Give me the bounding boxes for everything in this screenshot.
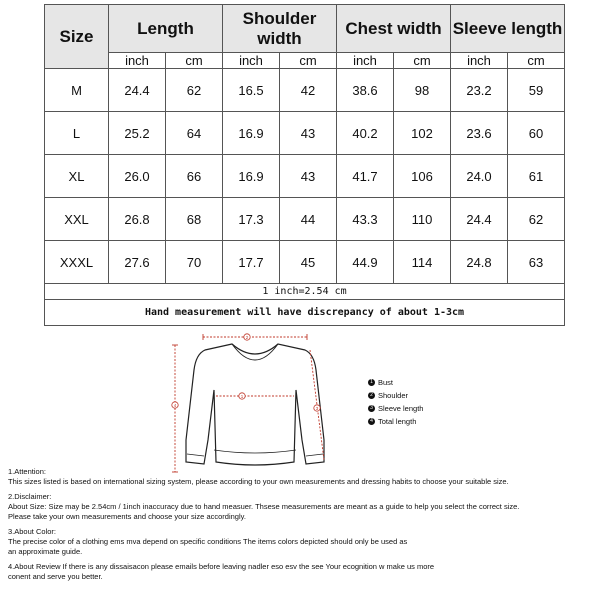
- table-row: [45, 241, 565, 284]
- value-cell: 61: [508, 155, 565, 198]
- value-cell: 26.0: [109, 155, 166, 198]
- note-disclaimer: [8, 492, 596, 522]
- header-shoulder-width: Shoulder width: [223, 5, 337, 53]
- note-line: About Size: Size may be 2.54cm / 1inch inaccuracy due to hand measuer. Thsese measurements are meant as a guide to help you select the correct size.: [8, 502, 520, 511]
- legend-item-total-length: [368, 415, 423, 428]
- value-cell: 44.9: [337, 241, 394, 284]
- note-line: The precise color of a clothing ems mva depend on specific conditions The items colors depicted should only be used as: [8, 537, 408, 546]
- svg-text:1: 1: [240, 394, 244, 399]
- size-cell: XXL: [45, 198, 109, 241]
- value-cell: 106: [394, 155, 451, 198]
- unit-inch: inch: [451, 53, 508, 69]
- value-cell: 44: [280, 198, 337, 241]
- number-3-icon: 3: [368, 405, 375, 412]
- marker-2: [244, 334, 250, 340]
- note-title: 3.About Color:: [8, 527, 56, 536]
- value-cell: 24.4: [109, 69, 166, 112]
- value-cell: 98: [394, 69, 451, 112]
- sweater-measurement-diagram: [170, 330, 340, 480]
- unit-cm: cm: [394, 53, 451, 69]
- header-length: Length: [109, 5, 223, 53]
- size-cell: XXXL: [45, 241, 109, 284]
- value-cell: 23.2: [451, 69, 508, 112]
- unit-inch: inch: [109, 53, 166, 69]
- measurement-legend: [368, 376, 423, 428]
- value-cell: 17.3: [223, 198, 280, 241]
- value-cell: 68: [166, 198, 223, 241]
- value-cell: 70: [166, 241, 223, 284]
- svg-text:4: 4: [173, 403, 177, 408]
- legend-label: Shoulder: [378, 391, 409, 400]
- size-chart-table: [44, 4, 565, 326]
- value-cell: 114: [394, 241, 451, 284]
- value-cell: 60: [508, 112, 565, 155]
- value-cell: 16.9: [223, 112, 280, 155]
- value-cell: 62: [166, 69, 223, 112]
- unit-cm: cm: [508, 53, 565, 69]
- size-cell: XL: [45, 155, 109, 198]
- unit-inch: inch: [337, 53, 394, 69]
- measurement-note: Hand measurement will have discrepancy of about 1-3cm: [45, 300, 565, 326]
- header-sleeve-length: Sleeve length: [451, 5, 565, 53]
- note-title: 1.Attention:: [8, 467, 46, 476]
- sweater-outline: [186, 344, 324, 465]
- marker-3: [314, 405, 320, 411]
- svg-text:2: 2: [245, 335, 249, 340]
- unit-cm: cm: [280, 53, 337, 69]
- table-row: [45, 69, 565, 112]
- value-cell: 24.4: [451, 198, 508, 241]
- note-line: conent and serve you better.: [8, 572, 103, 581]
- value-cell: 102: [394, 112, 451, 155]
- value-cell: 23.6: [451, 112, 508, 155]
- value-cell: 45: [280, 241, 337, 284]
- legend-label: Sleeve length: [378, 404, 424, 413]
- note-title: 4.About Review If there is any dissaisacon please emails before leaving nadler eso esv the see Your ecognition w make us more: [8, 562, 435, 571]
- note-color: [8, 527, 596, 557]
- marker-1: [239, 393, 245, 399]
- conversion-note: 1 inch=2.54 cm: [45, 284, 565, 300]
- unit-cm: cm: [166, 53, 223, 69]
- value-cell: 40.2: [337, 112, 394, 155]
- value-cell: 41.7: [337, 155, 394, 198]
- svg-text:3: 3: [315, 406, 319, 411]
- value-cell: 110: [394, 198, 451, 241]
- value-cell: 43: [280, 155, 337, 198]
- value-cell: 43: [280, 112, 337, 155]
- table-row: [45, 112, 565, 155]
- table-row: [45, 198, 565, 241]
- value-cell: 16.5: [223, 69, 280, 112]
- value-cell: 16.9: [223, 155, 280, 198]
- legend-label: Total length: [378, 417, 417, 426]
- value-cell: 25.2: [109, 112, 166, 155]
- value-cell: 27.6: [109, 241, 166, 284]
- notes-section: [8, 467, 596, 587]
- note-line: Please take your own measurements and choose your size accordingly.: [8, 512, 246, 521]
- table-row: [45, 155, 565, 198]
- size-cell: M: [45, 69, 109, 112]
- size-cell: L: [45, 112, 109, 155]
- unit-inch: inch: [223, 53, 280, 69]
- header-size: Size: [45, 5, 109, 69]
- note-attention: [8, 467, 596, 487]
- number-4-icon: 4: [368, 418, 375, 425]
- number-2-icon: 2: [368, 392, 375, 399]
- value-cell: 59: [508, 69, 565, 112]
- value-cell: 42: [280, 69, 337, 112]
- value-cell: 66: [166, 155, 223, 198]
- value-cell: 17.7: [223, 241, 280, 284]
- legend-item-sleeve-length: [368, 402, 423, 415]
- legend-item-shoulder: [368, 389, 423, 402]
- header-chest-width: Chest width: [337, 5, 451, 53]
- legend-item-bust: [368, 376, 423, 389]
- value-cell: 24.8: [451, 241, 508, 284]
- number-1-icon: 1: [368, 379, 375, 386]
- value-cell: 64: [166, 112, 223, 155]
- legend-label: Bust: [378, 378, 394, 387]
- note-title: 2.Disclaimer:: [8, 492, 52, 501]
- value-cell: 24.0: [451, 155, 508, 198]
- note-line: This sizes listed is based on international sizing system, please according to your own measurements and dressing habits to choose your suitable size.: [8, 477, 509, 486]
- note-line: an approximate guide.: [8, 547, 83, 556]
- note-review: [8, 562, 596, 582]
- value-cell: 26.8: [109, 198, 166, 241]
- value-cell: 63: [508, 241, 565, 284]
- value-cell: 62: [508, 198, 565, 241]
- value-cell: 38.6: [337, 69, 394, 112]
- value-cell: 43.3: [337, 198, 394, 241]
- marker-4: [172, 402, 178, 408]
